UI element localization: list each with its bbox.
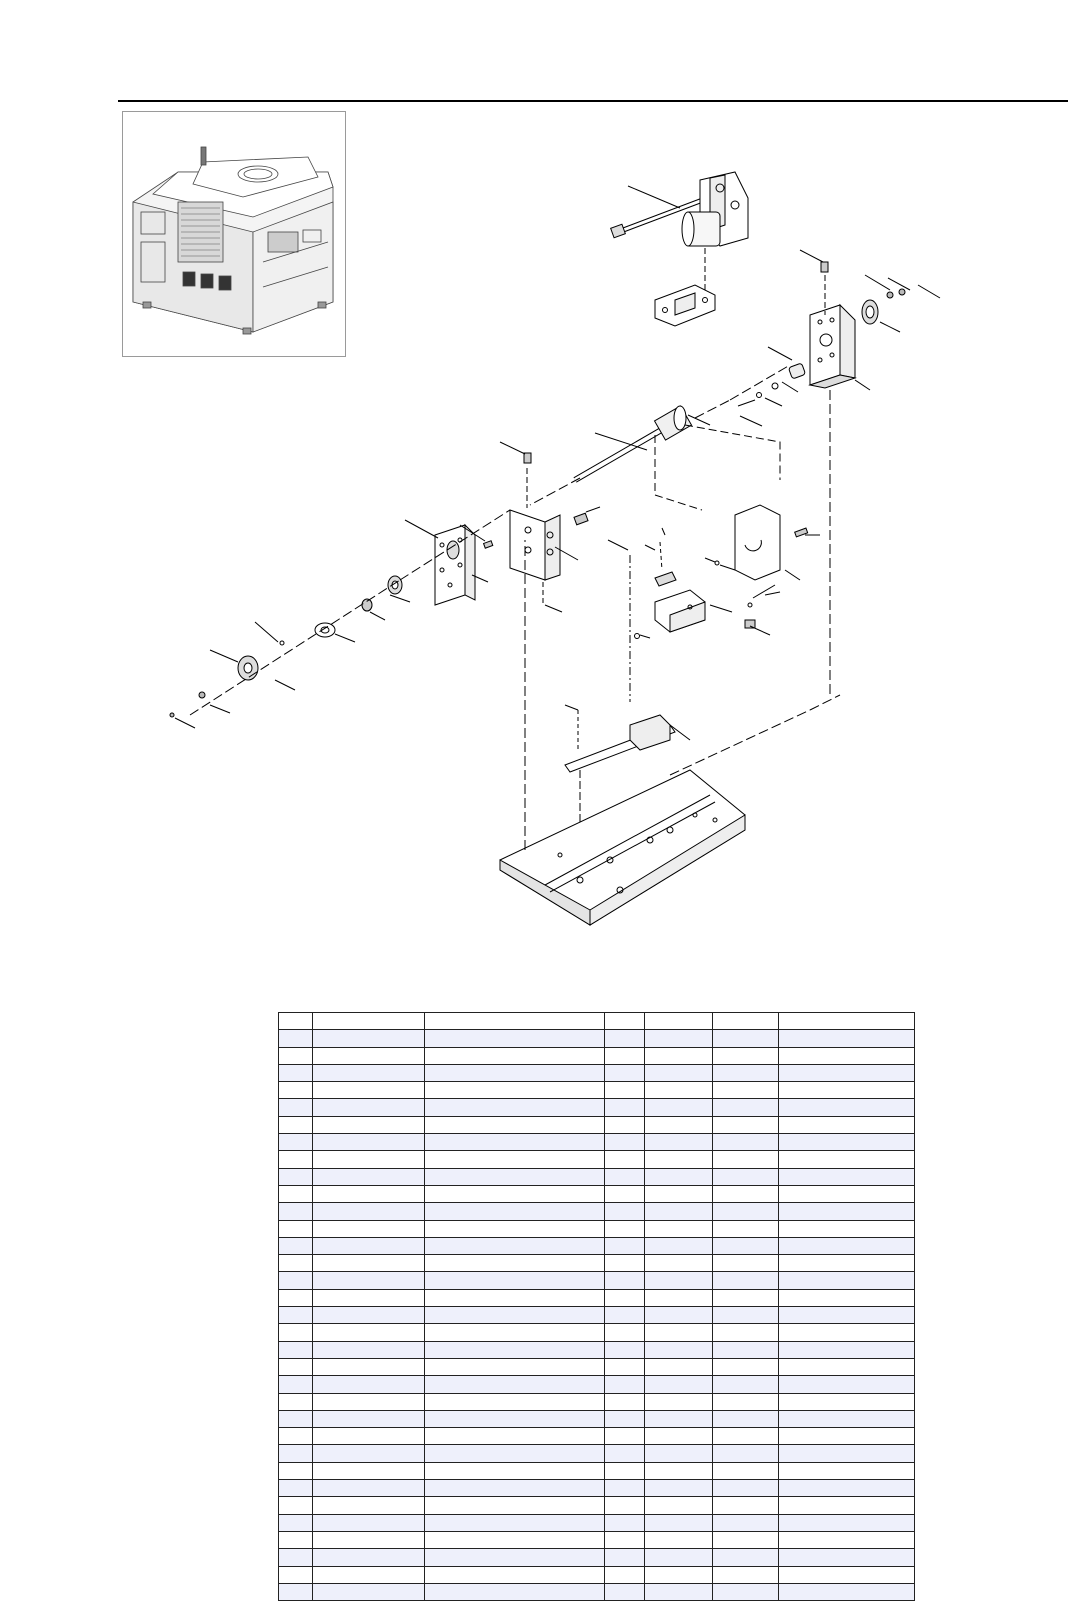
table-cell xyxy=(313,1047,425,1064)
table-cell xyxy=(645,1064,713,1081)
table-cell xyxy=(279,1549,313,1566)
table-cell xyxy=(279,1566,313,1583)
table-cell xyxy=(605,1099,645,1116)
table-cell xyxy=(605,1237,645,1254)
table-row xyxy=(279,1462,915,1479)
table-cell xyxy=(279,1358,313,1375)
table-cell xyxy=(713,1064,779,1081)
table-row xyxy=(279,1220,915,1237)
table-cell xyxy=(313,1462,425,1479)
table-row xyxy=(279,1064,915,1081)
table-cell xyxy=(713,1237,779,1254)
table-cell xyxy=(425,1272,605,1289)
table-cell xyxy=(313,1116,425,1133)
table-cell xyxy=(313,1064,425,1081)
table-row xyxy=(279,1376,915,1393)
middle-l-bracket xyxy=(500,442,600,612)
table-cell xyxy=(645,1272,713,1289)
table-row xyxy=(279,1203,915,1220)
table-cell xyxy=(645,1134,713,1151)
table-cell xyxy=(645,1480,713,1497)
table-cell xyxy=(425,1358,605,1375)
motor-actuator-assembly xyxy=(611,172,748,326)
table-cell xyxy=(279,1272,313,1289)
header-rule xyxy=(118,100,1068,102)
table-row xyxy=(279,1445,915,1462)
table-cell xyxy=(605,1064,645,1081)
table-cell xyxy=(313,1220,425,1237)
table-cell xyxy=(279,1376,313,1393)
table-cell xyxy=(713,1289,779,1306)
table-cell xyxy=(279,1151,313,1168)
table-cell xyxy=(779,1410,915,1427)
right-end-bracket xyxy=(738,250,940,426)
table-cell xyxy=(279,1082,313,1099)
table-cell xyxy=(279,1514,313,1531)
table-cell xyxy=(313,1410,425,1427)
table-cell xyxy=(645,1082,713,1099)
table-cell xyxy=(605,1289,645,1306)
table-cell xyxy=(605,1480,645,1497)
table-cell xyxy=(279,1289,313,1306)
table-row xyxy=(279,1480,915,1497)
table-cell xyxy=(779,1341,915,1358)
table-cell xyxy=(313,1237,425,1254)
table-cell xyxy=(425,1289,605,1306)
table-cell xyxy=(313,1134,425,1151)
table-row xyxy=(279,1237,915,1254)
table-cell xyxy=(779,1497,915,1514)
table-cell xyxy=(605,1255,645,1272)
table-cell xyxy=(779,1462,915,1479)
table-cell xyxy=(713,1358,779,1375)
table-cell xyxy=(645,1013,713,1030)
table-cell xyxy=(605,1462,645,1479)
table-cell xyxy=(313,1583,425,1600)
table-cell xyxy=(713,1134,779,1151)
table-cell xyxy=(605,1341,645,1358)
table-cell xyxy=(713,1531,779,1548)
table-row xyxy=(279,1566,915,1583)
table-row xyxy=(279,1393,915,1410)
table-cell xyxy=(425,1462,605,1479)
table-cell xyxy=(645,1583,713,1600)
table-row xyxy=(279,1289,915,1306)
table-cell xyxy=(779,1255,915,1272)
table-cell xyxy=(713,1220,779,1237)
table-cell xyxy=(779,1393,915,1410)
table-cell xyxy=(279,1134,313,1151)
table-cell xyxy=(425,1116,605,1133)
table-cell xyxy=(713,1272,779,1289)
table-cell xyxy=(313,1341,425,1358)
table-cell xyxy=(279,1393,313,1410)
table-row xyxy=(279,1272,915,1289)
table-row xyxy=(279,1307,915,1324)
table-cell xyxy=(279,1341,313,1358)
table-cell xyxy=(713,1030,779,1047)
table-cell xyxy=(713,1116,779,1133)
table-cell xyxy=(779,1203,915,1220)
table-row xyxy=(279,1047,915,1064)
table-cell xyxy=(779,1445,915,1462)
table-cell xyxy=(645,1324,713,1341)
table-cell xyxy=(645,1376,713,1393)
table-cell xyxy=(645,1393,713,1410)
table-cell xyxy=(605,1168,645,1185)
table-cell xyxy=(713,1393,779,1410)
table-cell xyxy=(279,1428,313,1445)
table-cell xyxy=(779,1185,915,1202)
table-cell xyxy=(605,1497,645,1514)
table-cell xyxy=(779,1047,915,1064)
table-cell xyxy=(425,1428,605,1445)
table-cell xyxy=(425,1410,605,1427)
table-cell xyxy=(279,1324,313,1341)
table-cell xyxy=(425,1099,605,1116)
table-cell xyxy=(779,1358,915,1375)
table-row xyxy=(279,1255,915,1272)
table-cell xyxy=(779,1099,915,1116)
table-row xyxy=(279,1358,915,1375)
table-cell xyxy=(645,1307,713,1324)
table-cell xyxy=(605,1531,645,1548)
table-cell xyxy=(645,1030,713,1047)
table-row xyxy=(279,1116,915,1133)
table-cell xyxy=(779,1428,915,1445)
table-cell xyxy=(713,1203,779,1220)
table-cell xyxy=(645,1514,713,1531)
table-cell xyxy=(425,1324,605,1341)
table-cell xyxy=(313,1255,425,1272)
table-cell xyxy=(713,1376,779,1393)
table-cell xyxy=(713,1307,779,1324)
table-cell xyxy=(713,1549,779,1566)
table-cell xyxy=(605,1220,645,1237)
table-cell xyxy=(713,1583,779,1600)
table-cell xyxy=(779,1030,915,1047)
table-row xyxy=(279,1134,915,1151)
table-cell xyxy=(605,1583,645,1600)
table-cell xyxy=(279,1307,313,1324)
table-cell xyxy=(313,1549,425,1566)
table-row xyxy=(279,1514,915,1531)
table-cell xyxy=(779,1220,915,1237)
table-cell xyxy=(425,1549,605,1566)
table-cell xyxy=(279,1445,313,1462)
table-cell xyxy=(605,1272,645,1289)
table-cell xyxy=(645,1531,713,1548)
table-cell xyxy=(313,1376,425,1393)
table-cell xyxy=(645,1341,713,1358)
table-cell xyxy=(713,1566,779,1583)
table-cell xyxy=(645,1203,713,1220)
table-cell xyxy=(713,1341,779,1358)
table-cell xyxy=(645,1168,713,1185)
table-cell xyxy=(779,1272,915,1289)
table-cell xyxy=(645,1462,713,1479)
table-cell xyxy=(425,1185,605,1202)
table-cell xyxy=(279,1030,313,1047)
table-cell xyxy=(713,1099,779,1116)
table-cell xyxy=(605,1358,645,1375)
table-cell xyxy=(313,1393,425,1410)
table-row xyxy=(279,1082,915,1099)
table-row xyxy=(279,1030,915,1047)
table-cell xyxy=(425,1168,605,1185)
table-cell xyxy=(779,1151,915,1168)
table-cell xyxy=(425,1255,605,1272)
table-cell xyxy=(645,1237,713,1254)
table-cell xyxy=(279,1185,313,1202)
table-cell xyxy=(779,1168,915,1185)
table-cell xyxy=(605,1185,645,1202)
table-cell xyxy=(425,1566,605,1583)
table-cell xyxy=(779,1116,915,1133)
table-cell xyxy=(605,1410,645,1427)
table-cell xyxy=(713,1185,779,1202)
table-cell xyxy=(279,1480,313,1497)
table-cell xyxy=(779,1376,915,1393)
table-cell xyxy=(713,1480,779,1497)
table-cell xyxy=(425,1220,605,1237)
table-cell xyxy=(713,1082,779,1099)
table-cell xyxy=(605,1203,645,1220)
table-cell xyxy=(425,1064,605,1081)
table-cell xyxy=(313,1030,425,1047)
table-cell xyxy=(779,1324,915,1341)
table-cell xyxy=(605,1116,645,1133)
table-cell xyxy=(605,1376,645,1393)
table-row xyxy=(279,1099,915,1116)
table-cell xyxy=(605,1549,645,1566)
table-cell xyxy=(279,1462,313,1479)
table-cell xyxy=(779,1064,915,1081)
table-cell xyxy=(279,1168,313,1185)
table-row xyxy=(279,1497,915,1514)
table-cell xyxy=(279,1116,313,1133)
table-cell xyxy=(645,1428,713,1445)
table-cell xyxy=(779,1549,915,1566)
base-plate xyxy=(500,390,840,925)
table-cell xyxy=(779,1514,915,1531)
table-cell xyxy=(313,1531,425,1548)
table-cell xyxy=(645,1410,713,1427)
table-cell xyxy=(713,1168,779,1185)
table-cell xyxy=(279,1237,313,1254)
table-row xyxy=(279,1410,915,1427)
table-cell xyxy=(279,1531,313,1548)
table-cell xyxy=(313,1082,425,1099)
table-cell xyxy=(605,1324,645,1341)
table-cell xyxy=(279,1410,313,1427)
table-cell xyxy=(313,1099,425,1116)
table-cell xyxy=(645,1220,713,1237)
table-cell xyxy=(779,1307,915,1324)
table-cell xyxy=(279,1013,313,1030)
table-cell xyxy=(779,1082,915,1099)
table-cell xyxy=(313,1272,425,1289)
table-cell xyxy=(645,1047,713,1064)
table-row xyxy=(279,1168,915,1185)
table-row xyxy=(279,1549,915,1566)
table-cell xyxy=(713,1514,779,1531)
table-cell xyxy=(713,1410,779,1427)
table-cell xyxy=(313,1324,425,1341)
table-cell xyxy=(605,1514,645,1531)
table-cell xyxy=(313,1289,425,1306)
table-row xyxy=(279,1324,915,1341)
table-cell xyxy=(645,1116,713,1133)
table-cell xyxy=(279,1220,313,1237)
table-cell xyxy=(713,1497,779,1514)
table-cell xyxy=(313,1566,425,1583)
table-row xyxy=(279,1583,915,1600)
table-cell xyxy=(425,1082,605,1099)
table-cell xyxy=(645,1358,713,1375)
table-cell xyxy=(779,1480,915,1497)
table-cell xyxy=(779,1531,915,1548)
carriage-block xyxy=(608,505,820,702)
table-row xyxy=(279,1185,915,1202)
parts-list-table xyxy=(278,1012,915,1601)
table-cell xyxy=(605,1393,645,1410)
table-cell xyxy=(713,1151,779,1168)
left-end-plate xyxy=(405,520,493,605)
table-cell xyxy=(645,1099,713,1116)
table-cell xyxy=(279,1255,313,1272)
table-cell xyxy=(279,1047,313,1064)
table-cell xyxy=(313,1168,425,1185)
table-cell xyxy=(313,1428,425,1445)
table-cell xyxy=(425,1480,605,1497)
table-cell xyxy=(425,1341,605,1358)
table-cell xyxy=(779,1237,915,1254)
table-row xyxy=(279,1151,915,1168)
table-cell xyxy=(605,1566,645,1583)
table-cell xyxy=(425,1531,605,1548)
table-cell xyxy=(313,1514,425,1531)
table-cell xyxy=(313,1151,425,1168)
table-cell xyxy=(279,1064,313,1081)
ball-screw xyxy=(530,365,790,505)
table-cell xyxy=(645,1151,713,1168)
table-cell xyxy=(279,1203,313,1220)
table-cell xyxy=(713,1047,779,1064)
table-cell xyxy=(425,1393,605,1410)
table-cell xyxy=(645,1289,713,1306)
table-cell xyxy=(645,1549,713,1566)
table-cell xyxy=(425,1030,605,1047)
table-row xyxy=(279,1428,915,1445)
table-row xyxy=(279,1531,915,1548)
table-cell xyxy=(645,1497,713,1514)
table-cell xyxy=(779,1134,915,1151)
table-cell xyxy=(313,1307,425,1324)
table-cell xyxy=(279,1497,313,1514)
table-cell xyxy=(425,1376,605,1393)
table-cell xyxy=(425,1237,605,1254)
table-cell xyxy=(605,1047,645,1064)
table-cell xyxy=(313,1358,425,1375)
table-cell xyxy=(645,1445,713,1462)
table-cell xyxy=(713,1013,779,1030)
table-cell xyxy=(425,1203,605,1220)
table-cell xyxy=(713,1462,779,1479)
table-cell xyxy=(425,1583,605,1600)
table-cell xyxy=(605,1134,645,1151)
table-cell xyxy=(645,1185,713,1202)
table-cell xyxy=(605,1030,645,1047)
table-cell xyxy=(425,1151,605,1168)
table-cell xyxy=(779,1566,915,1583)
table-row xyxy=(279,1013,915,1030)
exploded-assembly-diagram xyxy=(150,150,980,960)
table-cell xyxy=(713,1428,779,1445)
table-cell xyxy=(713,1324,779,1341)
table-cell xyxy=(313,1203,425,1220)
table-cell xyxy=(425,1134,605,1151)
table-cell xyxy=(605,1013,645,1030)
table-cell xyxy=(713,1445,779,1462)
table-cell xyxy=(425,1514,605,1531)
table-cell xyxy=(605,1307,645,1324)
table-row xyxy=(279,1341,915,1358)
table-cell xyxy=(605,1428,645,1445)
table-cell xyxy=(279,1099,313,1116)
table-cell xyxy=(425,1013,605,1030)
table-cell xyxy=(779,1289,915,1306)
table-cell xyxy=(645,1255,713,1272)
table-cell xyxy=(645,1566,713,1583)
table-cell xyxy=(425,1497,605,1514)
table-cell xyxy=(313,1445,425,1462)
table-cell xyxy=(313,1013,425,1030)
table-cell xyxy=(425,1047,605,1064)
table-cell xyxy=(605,1151,645,1168)
parts-list-body xyxy=(279,1013,915,1601)
table-cell xyxy=(279,1583,313,1600)
table-cell xyxy=(605,1082,645,1099)
table-cell xyxy=(779,1583,915,1600)
table-cell xyxy=(313,1185,425,1202)
table-cell xyxy=(313,1497,425,1514)
table-cell xyxy=(425,1445,605,1462)
table-cell xyxy=(313,1480,425,1497)
table-cell xyxy=(605,1445,645,1462)
table-cell xyxy=(713,1255,779,1272)
table-cell xyxy=(425,1307,605,1324)
table-cell xyxy=(779,1013,915,1030)
